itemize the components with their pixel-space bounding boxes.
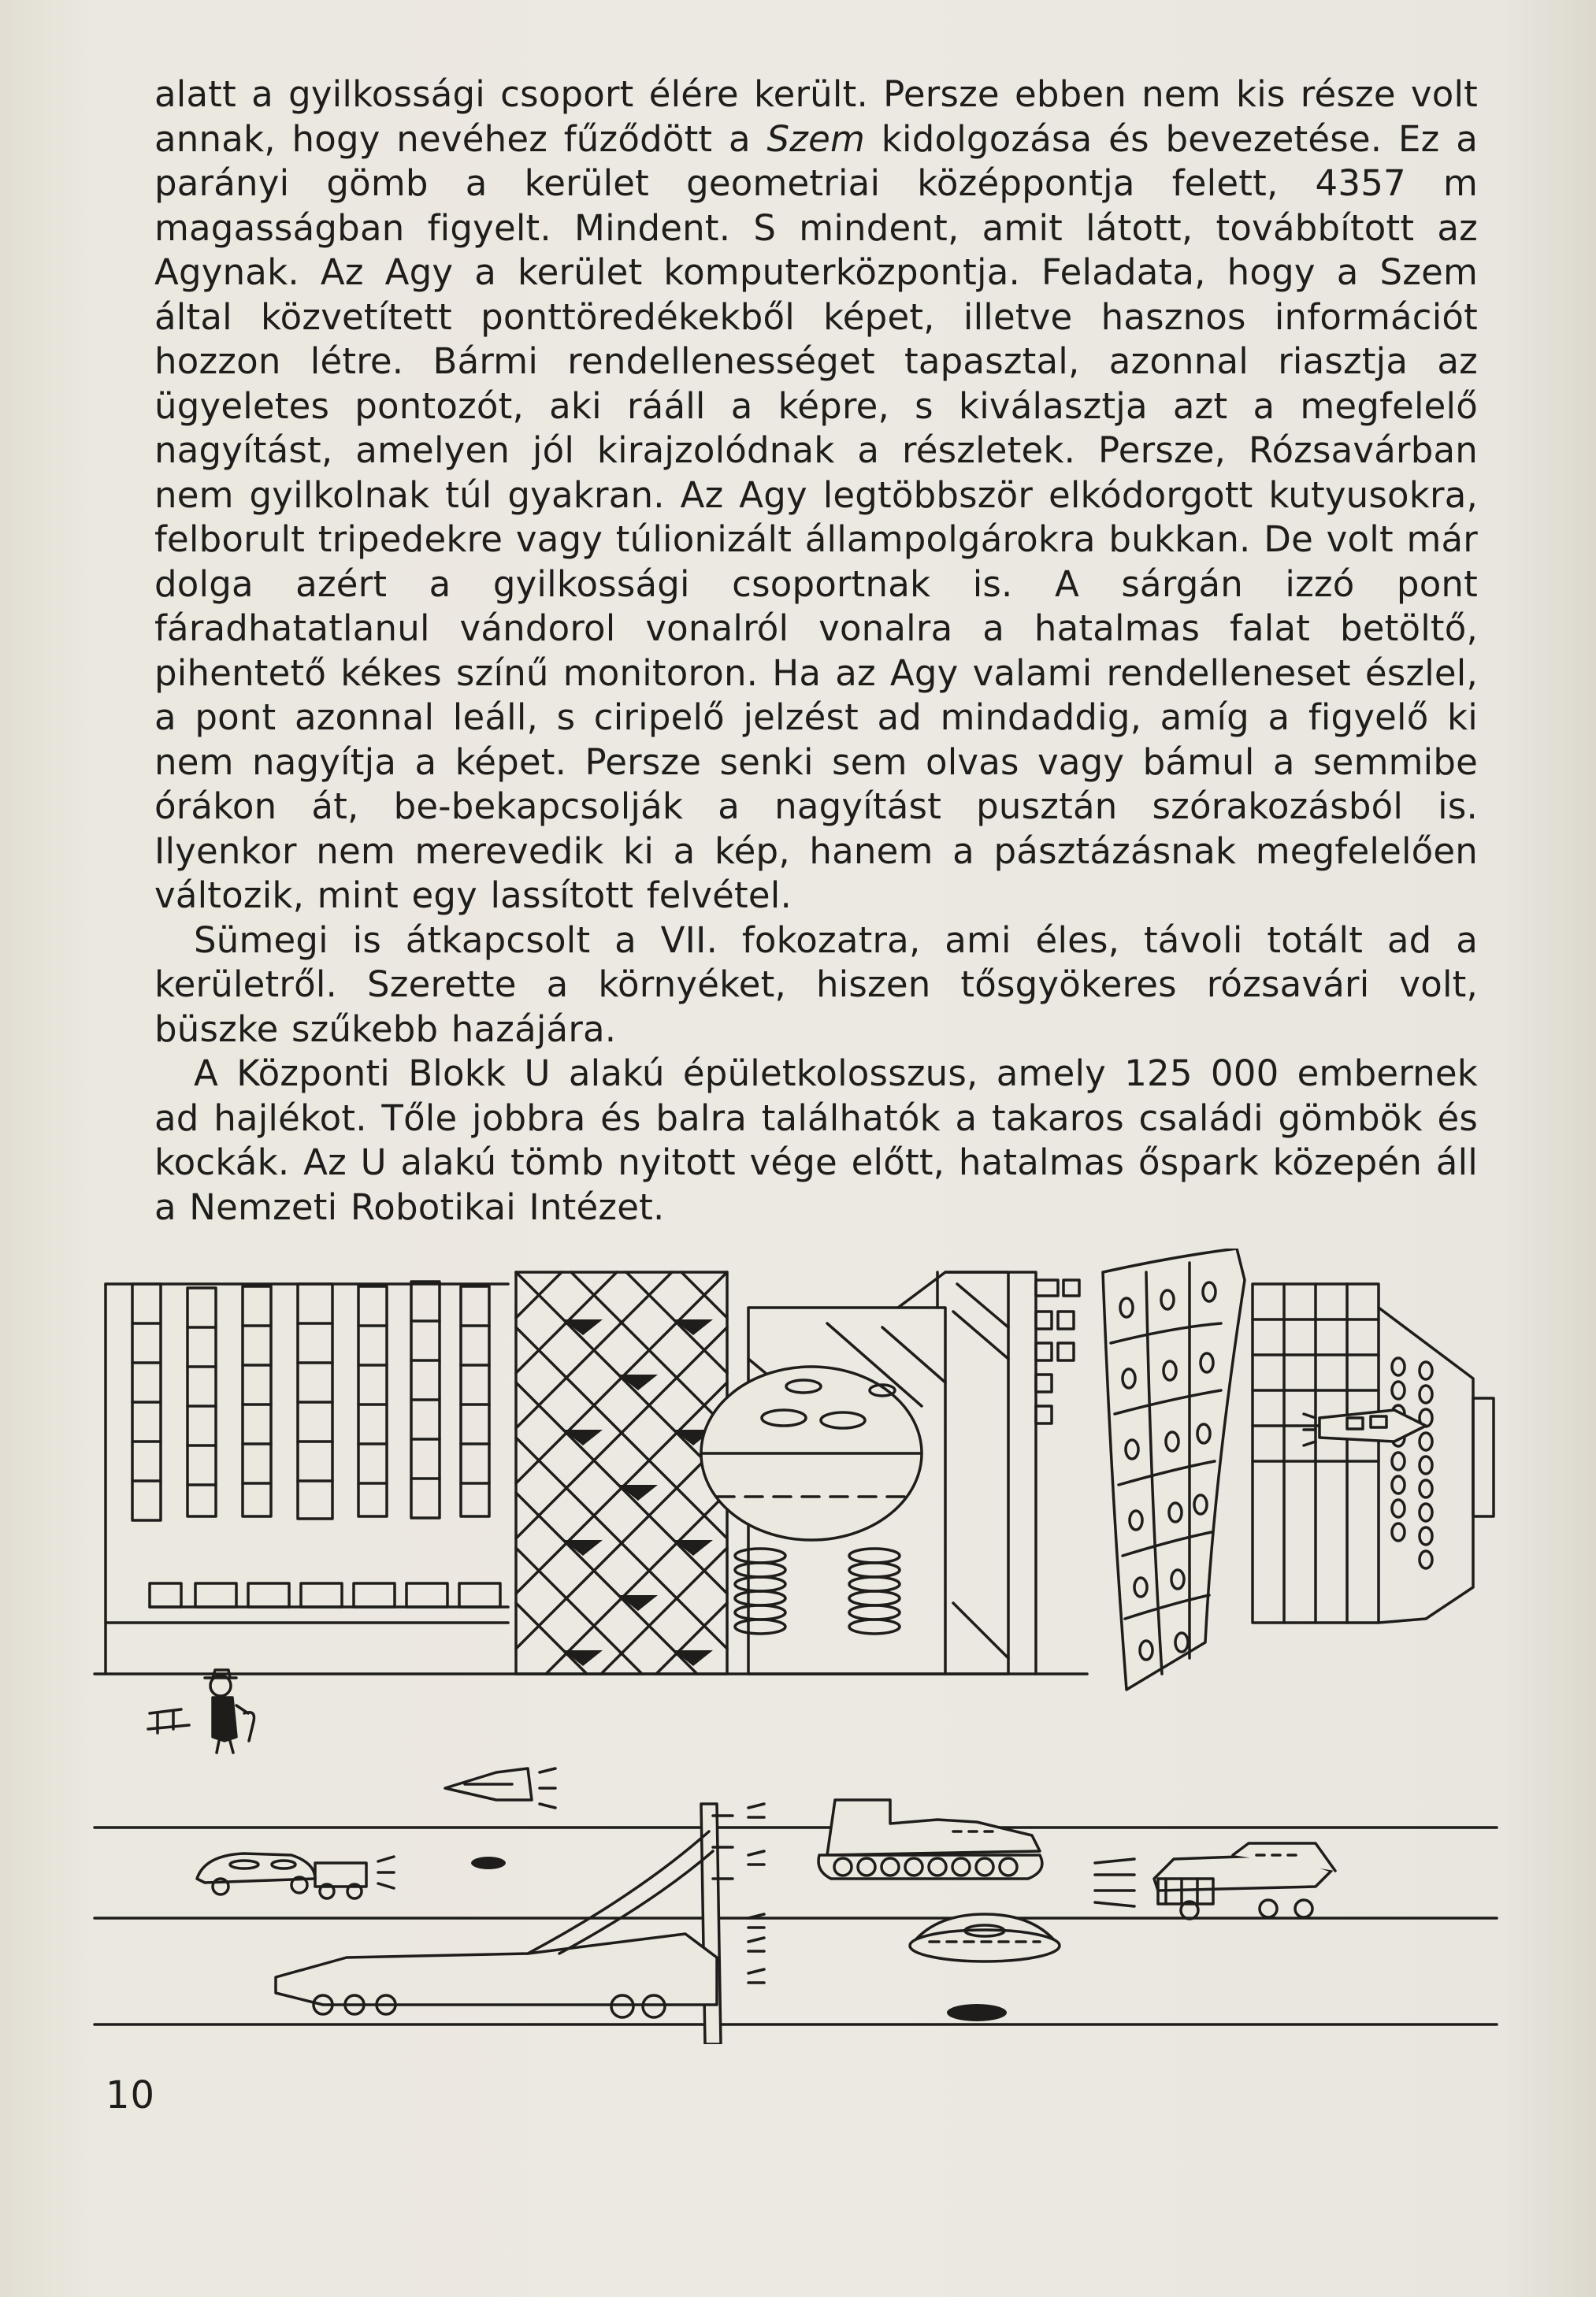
vehicle-saucer [748, 1914, 1060, 2021]
text-segment: alatt a gyilkossági csoport élére került. Persze ebben nem kis része volt annak, hogy nevéhez fűződött a [154, 73, 1478, 160]
city-street-illustration [87, 1249, 1528, 2044]
ground-floor-windows [106, 1583, 508, 1623]
vehicle-tank [818, 1800, 1042, 1879]
paragraph-2 [154, 918, 1478, 1052]
paragraph-1 [154, 72, 1478, 918]
building-wavy-tower [1103, 1249, 1245, 1690]
springs [735, 1549, 900, 1634]
building-dome-on-springs [701, 1272, 1079, 1674]
paragraph-3 [154, 1052, 1478, 1230]
italic-term: Szem [766, 117, 866, 160]
flying-pod [1304, 1410, 1426, 1445]
building-small-windows [1036, 1280, 1079, 1423]
building-lattice-tower [516, 1272, 727, 1674]
body-text [154, 72, 1478, 1230]
bead-windows [1392, 1358, 1432, 1568]
road-disc [471, 1857, 506, 1869]
text-segment: Sümegi is átkapcsolt a VII. fokozatra, ami éles, távoli totált ad a kerületről. Szerette a környéket, hiszen tősgyökeres rózsavári volt, büszke szűkebb hazájára. [154, 918, 1478, 1050]
flying-rocket [445, 1768, 555, 1808]
text-segment: A Központi Blokk U alakú épületkolosszus, amely 125 000 embernek ad hajlékot. Tőle jobbra és balra találhatók a takaros családi gömbök és kockák. Az U alakú tömb nyitott vége előtt, hatalmas őspark közepén áll a Nemzeti Robotikai Intézet. [154, 1052, 1478, 1228]
building-left-block [106, 1282, 508, 1674]
vehicle-hover-truck [1095, 1843, 1335, 1919]
window-strips [132, 1282, 489, 1520]
text-segment: kidolgozása és bevezetése. Ez a parányi gömb a kerület geometriai középpontja felett, 4357 m magasságban figyelt. Mindent. S mindent, amit látott, továbbított az Agynak. Az Agy a kerület komputerközpontja. Feladata, hogy a Szem által közvetített ponttöredékekből képet, illetve hasznos információt hozzon létre. Bármi rendellenességet tapasztal, azonnal riasztja az ügyeletes pontozót, aki rááll a képre, s kiválasztja azt a megfelelő nagyítást, amelyen jól kirajzolódnak a részletek. Persze, Rózsavárban nem gyilkolnak túl gyakran. Az Agy legtöbbször elkódorgott kutyusokra, felborult tripedekre vagy túlionizált állampolgárokra bukkan. De volt már dolga azért a gyilkossági csoportnak is. A sárgán izzó pont fáradhatatlanul vándorol vonalról vonalra a hatalmas falat betöltő, pihentető kékes színű monitoron. Ha az Agy valami rendelleneset észlel, a pont azonnal leáll, s ciripelő jelzést ad mindaddig, amíg a figyelő ki nem nagyítja a képet. Persze senki sem olvas vagy bámul a semmibe órákon át, be-bekapcsolják a nagyítást pusztán szórakozásból is. Ilyenkor nem merevedik ki a kép, hanem a pásztázásnak megfelelően változik, mint egy lassított felvétel. [154, 117, 1478, 916]
vehicle-rocket-transporter [276, 1804, 764, 2044]
building-grid-tower [1253, 1284, 1494, 1623]
vehicle-bubble-car [197, 1854, 394, 1898]
page-number: 10 [106, 2073, 156, 2117]
pedestrian-figure [148, 1670, 254, 1753]
